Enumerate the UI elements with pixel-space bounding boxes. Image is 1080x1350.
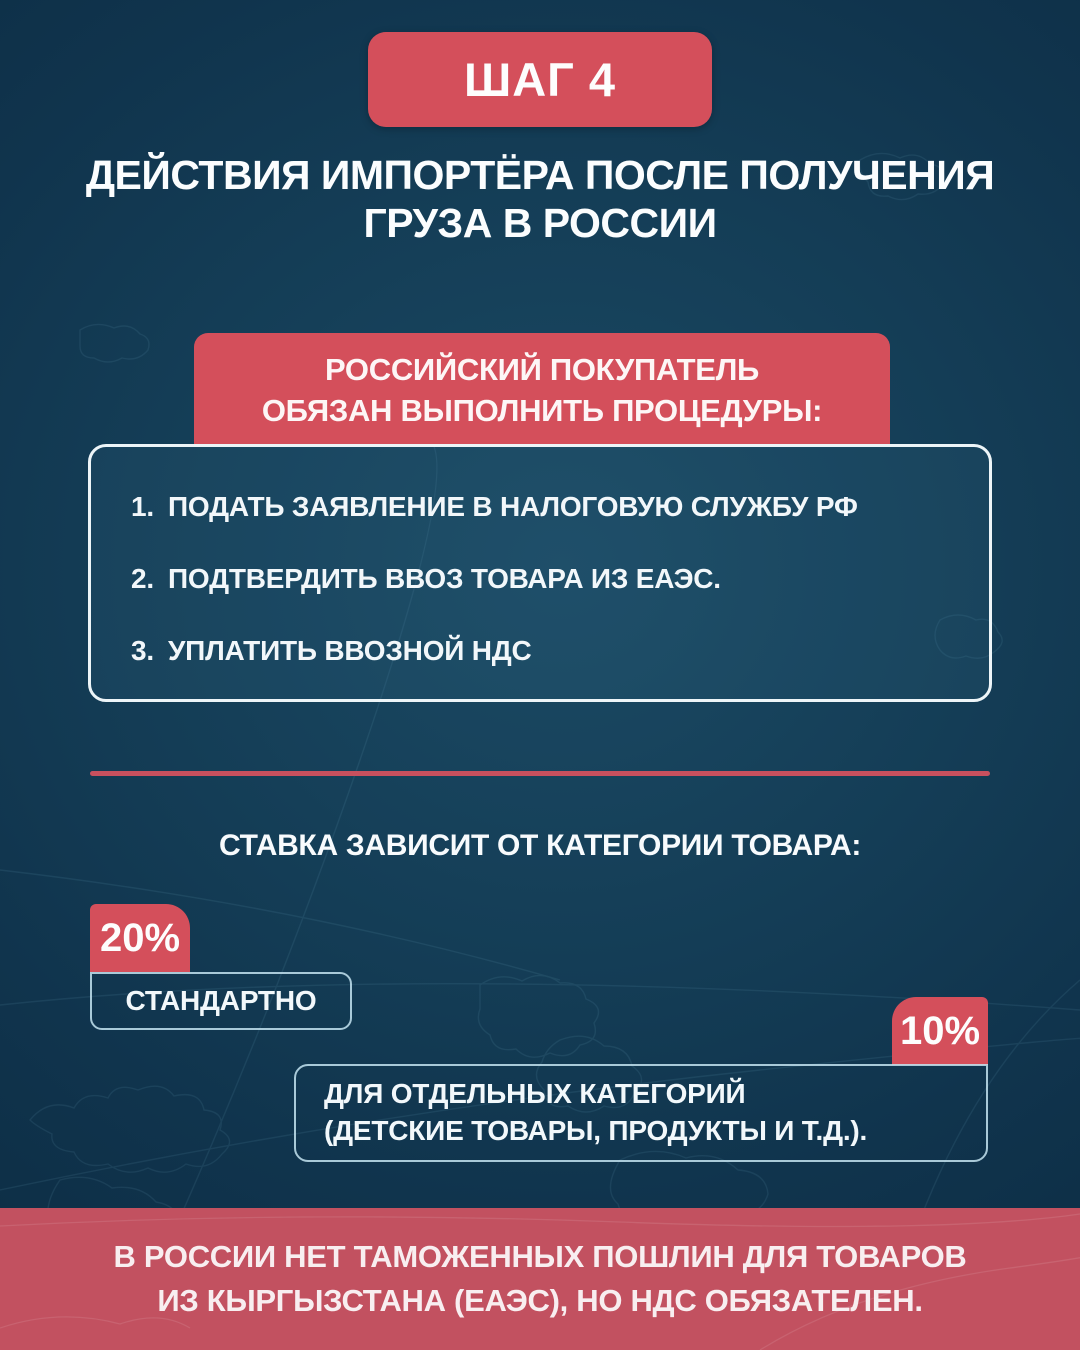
page-title xyxy=(40,152,1040,248)
procedures-banner-line2: ОБЯЗАН ВЫПОЛНИТЬ ПРОЦЕДУРЫ: xyxy=(261,392,823,428)
procedure-item-1 xyxy=(131,491,951,523)
footer-note xyxy=(0,1208,1080,1350)
rate-reduced-label-box xyxy=(294,1064,988,1162)
procedure-item-3-number: 3. xyxy=(131,635,154,666)
rates-heading: СТАВКА ЗАВИСИТ ОТ КАТЕГОРИИ ТОВАРА: xyxy=(218,829,862,862)
procedure-item-3 xyxy=(131,635,951,667)
procedures-banner xyxy=(194,333,890,445)
page-title-line1: ДЕЙСТВИЯ ИМПОРТЁРА ПОСЛЕ ПОЛУЧЕНИЯ xyxy=(85,152,995,198)
step-badge-label: ШАГ 4 xyxy=(463,53,616,106)
page-title-line2: ГРУЗА В РОССИИ xyxy=(363,199,717,246)
rate-standard-label: СТАНДАРТНО xyxy=(125,985,317,1016)
procedure-item-3-text: УПЛАТИТЬ ВВОЗНОЙ НДС xyxy=(167,635,532,666)
procedures-card xyxy=(88,444,992,702)
procedure-item-1-number: 1. xyxy=(131,491,154,522)
procedures-banner-line1: РОССИЙСКИЙ ПОКУПАТЕЛЬ xyxy=(324,352,760,387)
procedure-item-2-number: 2. xyxy=(131,563,154,594)
procedure-item-2-text: ПОДТВЕРДИТЬ ВВОЗ ТОВАРА ИЗ ЕАЭС. xyxy=(167,563,721,594)
section-divider xyxy=(90,771,990,776)
footer-note-line1: В РОССИИ НЕТ ТАМОЖЕННЫХ ПОШЛИН ДЛЯ ТОВАРОВ xyxy=(113,1239,967,1274)
procedure-item-2 xyxy=(131,563,951,595)
rate-standard-badge xyxy=(90,904,190,972)
rate-reduced-label-line2: (ДЕТСКИЕ ТОВАРЫ, ПРОДУКТЫ И Т.Д.). xyxy=(324,1115,868,1146)
rate-standard-value: 20% xyxy=(99,915,181,960)
rate-reduced-label-line1: ДЛЯ ОТДЕЛЬНЫХ КАТЕГОРИЙ xyxy=(324,1078,746,1110)
procedure-item-1-text: ПОДАТЬ ЗАЯВЛЕНИЕ В НАЛОГОВУЮ СЛУЖБУ РФ xyxy=(167,491,858,522)
rate-reduced-value: 10% xyxy=(899,1008,981,1053)
footer-note-line2: ИЗ КЫРГЫЗСТАНА (ЕАЭС), НО НДС ОБЯЗАТЕЛЕН. xyxy=(157,1283,923,1319)
step-badge xyxy=(368,32,712,127)
rate-standard-label-box xyxy=(90,972,352,1030)
rate-reduced-badge xyxy=(892,997,988,1065)
